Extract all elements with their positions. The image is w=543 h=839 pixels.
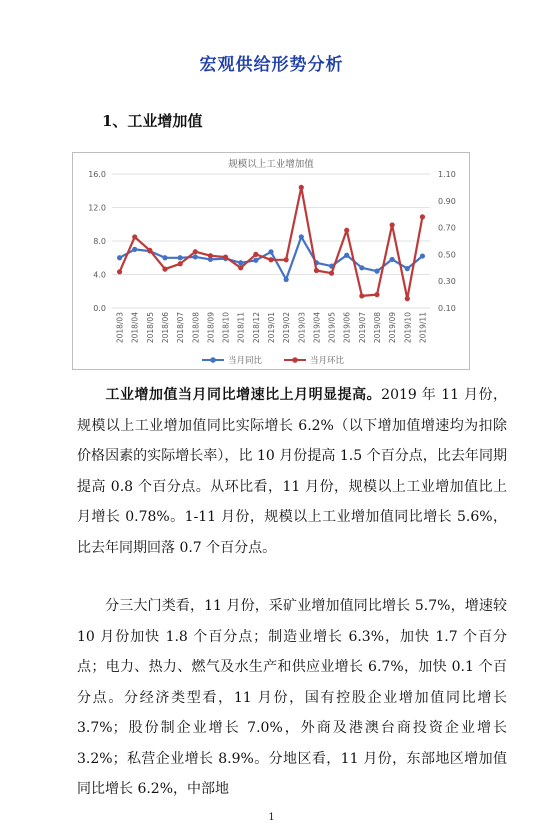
data-point-mom [420, 214, 425, 219]
industrial-value-added-chart [72, 152, 470, 370]
y-left-tick-label: 0.0 [93, 304, 106, 313]
x-tick-label: 2018/04 [130, 312, 140, 344]
data-point-mom [147, 248, 152, 253]
x-tick-label: 2019/01 [267, 312, 276, 344]
data-point-yoy [253, 258, 258, 263]
data-point-yoy [420, 253, 425, 258]
data-point-yoy [132, 247, 137, 252]
data-point-mom [329, 271, 334, 276]
paragraph-1 [77, 380, 507, 563]
x-tick-label: 2019/06 [342, 312, 352, 344]
x-tick-label: 2019/05 [327, 312, 337, 344]
paragraph-2 [77, 591, 507, 805]
y-right-tick-label: 0.50 [438, 250, 456, 260]
x-tick-label: 2019/08 [373, 312, 382, 344]
data-point-yoy [268, 249, 273, 254]
data-point-mom [284, 257, 289, 262]
x-tick-label: 2018/08 [191, 312, 201, 344]
data-point-mom [314, 268, 319, 273]
data-point-mom [374, 292, 379, 297]
x-tick-label: 2018/07 [176, 312, 186, 344]
data-point-mom [390, 222, 395, 227]
data-point-yoy [238, 260, 243, 265]
y-left-tick-label: 16.0 [88, 170, 106, 179]
data-point-yoy [299, 234, 304, 239]
x-tick-label: 2019/07 [357, 312, 367, 344]
y-right-tick-label: 0.90 [438, 196, 456, 206]
section-heading: 1、工业增加值 [102, 112, 203, 130]
y-left-tick-label: 4.0 [93, 270, 106, 280]
x-tick-label: 2019/02 [282, 312, 292, 344]
data-point-yoy [359, 265, 364, 270]
data-point-mom [193, 249, 198, 254]
data-point-mom [223, 254, 228, 259]
x-tick-label: 2018/11 [236, 312, 246, 344]
legend-marker-yoy [210, 357, 216, 363]
x-tick-label: 2018/12 [251, 312, 261, 344]
data-point-mom [132, 234, 137, 239]
data-point-yoy [162, 255, 167, 260]
y-right-tick-label: 1.10 [438, 170, 456, 179]
x-tick-label: 2018/09 [206, 312, 216, 344]
data-point-mom [178, 261, 183, 266]
data-point-mom [344, 228, 349, 233]
paragraph-1-lead: 工业增加值当月同比增速比上月明显提高。 [105, 387, 382, 403]
y-right-tick-label: 0.70 [438, 223, 456, 233]
y-right-tick-label: 0.30 [438, 277, 456, 287]
data-point-yoy [390, 257, 395, 262]
data-point-yoy [178, 255, 183, 260]
data-point-yoy [117, 255, 122, 260]
legend-label-yoy: 当月同比 [228, 356, 263, 366]
x-tick-label: 2018/10 [221, 312, 231, 344]
data-point-mom [117, 269, 122, 274]
data-point-mom [359, 293, 364, 298]
paragraph-1-body: 2019 年 11 月份，规模以上工业增加值同比实际增长 6.2%（以下增加值增速均为扣除价格因素的实际增长率），比 10 月份提高 1.5 个百分点，比去年同期提高 0.8 个百分点。从环比看，11 月份，规模以上工业增加值比上月增长 0.78%。1-11 月份，规模以上工业增加值同比增长 5.6%，比去年同期回落 0.7 个百分点。 [77, 387, 507, 556]
legend-marker-mom [292, 357, 298, 363]
x-tick-label: 2018/06 [161, 312, 170, 344]
legend-label-mom: 当月环比 [310, 356, 345, 366]
data-point-yoy [284, 277, 289, 282]
data-point-yoy [405, 266, 410, 271]
data-point-mom [299, 185, 304, 190]
x-tick-label: 2018/05 [145, 312, 155, 344]
x-tick-label: 2019/10 [403, 312, 413, 344]
data-point-mom [208, 253, 213, 258]
data-point-mom [253, 252, 258, 257]
data-point-mom [405, 296, 410, 301]
x-tick-label: 2019/03 [297, 312, 307, 344]
y-left-tick-label: 8.0 [93, 237, 106, 246]
data-point-yoy [374, 269, 379, 274]
x-tick-label: 2019/04 [312, 312, 322, 344]
data-point-mom [238, 265, 243, 270]
data-point-mom [268, 257, 273, 262]
x-tick-label: 2018/03 [115, 312, 125, 344]
x-tick-label: 2019/11 [418, 312, 428, 344]
page-title: 宏观供给形势分析 [199, 55, 344, 75]
y-right-tick-label: 0.10 [438, 304, 456, 313]
chart-title: 规模以上工业增加值 [228, 159, 314, 170]
data-point-yoy [344, 253, 349, 258]
data-point-yoy [193, 254, 198, 259]
page-number: 1 [268, 812, 275, 823]
paragraph-2-body: 分三大门类看，11 月份，采矿业增加值同比增长 5.7%，增速较 10 月份加快 1.8 个百分点；制造业增长 6.3%，加快 1.7 个百分点；电力、热力、燃气及水生产和供应业增长 6.7%，加快 0.1 个百分点。分经济类型看，11 月份，国有控股企业增加值同比增长 3.7%；股份制企业增长 7.0%，外商及港澳台商投资企业增长 3.2%；私营企业增长 8.9%。分地区看，11 月份，东部地区增加值同比增长 6.2%，中部地 [77, 598, 507, 797]
y-left-tick-label: 12.0 [88, 203, 106, 213]
x-tick-label: 2019/09 [388, 312, 398, 344]
data-point-mom [162, 267, 167, 272]
